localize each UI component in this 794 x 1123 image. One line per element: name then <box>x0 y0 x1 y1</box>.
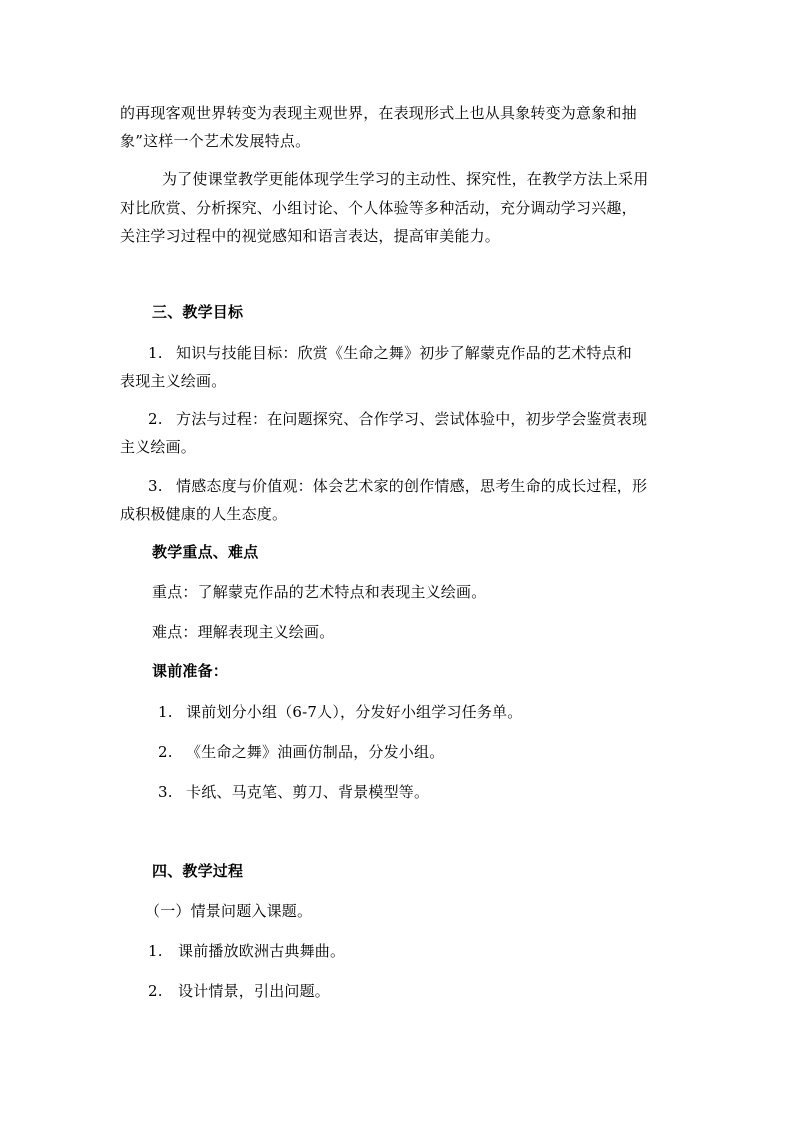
step-text: 设计情景，引出问题。 <box>178 982 331 1000</box>
key-point-text: 重点：了解蒙克作品的艺术特点和表现主义绘画。 <box>152 583 487 601</box>
prep-item <box>158 742 444 762</box>
difficulty-text: 难点：理解表现主义绘画。 <box>152 623 335 641</box>
prep-number: 1. <box>158 703 173 721</box>
prep-number: 2. <box>158 743 173 761</box>
paragraph-line: 为了使课堂教学更能体现学生学习的主动性、探究性，在教学方法上采用 <box>162 170 649 188</box>
prep-text: 卡纸、马克笔、剪刀、背景模型等。 <box>186 783 430 801</box>
subsection-heading: （一）情景问题入课题。 <box>145 902 313 920</box>
goal-item-continued: 成积极健康的人生态度。 <box>120 505 288 523</box>
prep-number: 3. <box>158 783 173 801</box>
goal-text: 情感态度与价值观：体会艺术家的创作情感，思考生命的成长过程，形 <box>176 477 648 495</box>
goal-item-continued: 主义绘画。 <box>120 438 197 456</box>
prep-item <box>158 702 522 722</box>
paragraph-line: 的再现客观世界转变为表现主观世界，在表现形式上也从具象转变为意象和抽 <box>120 104 637 122</box>
step-text: 课前播放欧洲古典舞曲。 <box>178 942 346 960</box>
paragraph-line: 关注学习过程中的视觉感知和语言表达，提高审美能力。 <box>120 227 501 245</box>
goal-number: 2. <box>148 410 163 428</box>
paragraph-line: 象”这样一个艺术发展特点。 <box>120 132 311 150</box>
prep-text: 《生命之舞》油画仿制品，分发小组。 <box>186 743 445 761</box>
goal-item <box>148 409 647 429</box>
goal-text: 方法与过程：在问题探究、合作学习、尝试体验中，初步学会鉴赏表现 <box>176 410 648 428</box>
process-step <box>148 941 345 961</box>
step-number: 2. <box>148 982 163 1000</box>
prep-item <box>158 782 429 802</box>
section-heading-teaching-process: 四、教学过程 <box>152 862 244 880</box>
prep-text: 课前划分小组（6-7人），分发好小组学习任务单。 <box>186 703 523 721</box>
goal-item-continued: 表现主义绘画。 <box>120 372 227 390</box>
paragraph-line: 对比欣赏、分析探究、小组讨论、个人体验等多种活动，充分调动学习兴趣， <box>120 199 637 217</box>
step-number: 1. <box>148 942 163 960</box>
goal-item <box>148 343 632 363</box>
section-heading-teaching-goals: 三、教学目标 <box>152 303 244 321</box>
key-points-heading: 教学重点、难点 <box>152 543 259 561</box>
preparation-heading: 课前准备： <box>152 662 229 680</box>
goal-number: 1. <box>148 344 163 362</box>
goal-number: 3. <box>148 477 163 495</box>
process-step <box>148 981 330 1001</box>
goal-text: 知识与技能目标：欣赏《生命之舞》初步了解蒙克作品的艺术特点和 <box>176 344 633 362</box>
goal-item <box>148 476 647 496</box>
